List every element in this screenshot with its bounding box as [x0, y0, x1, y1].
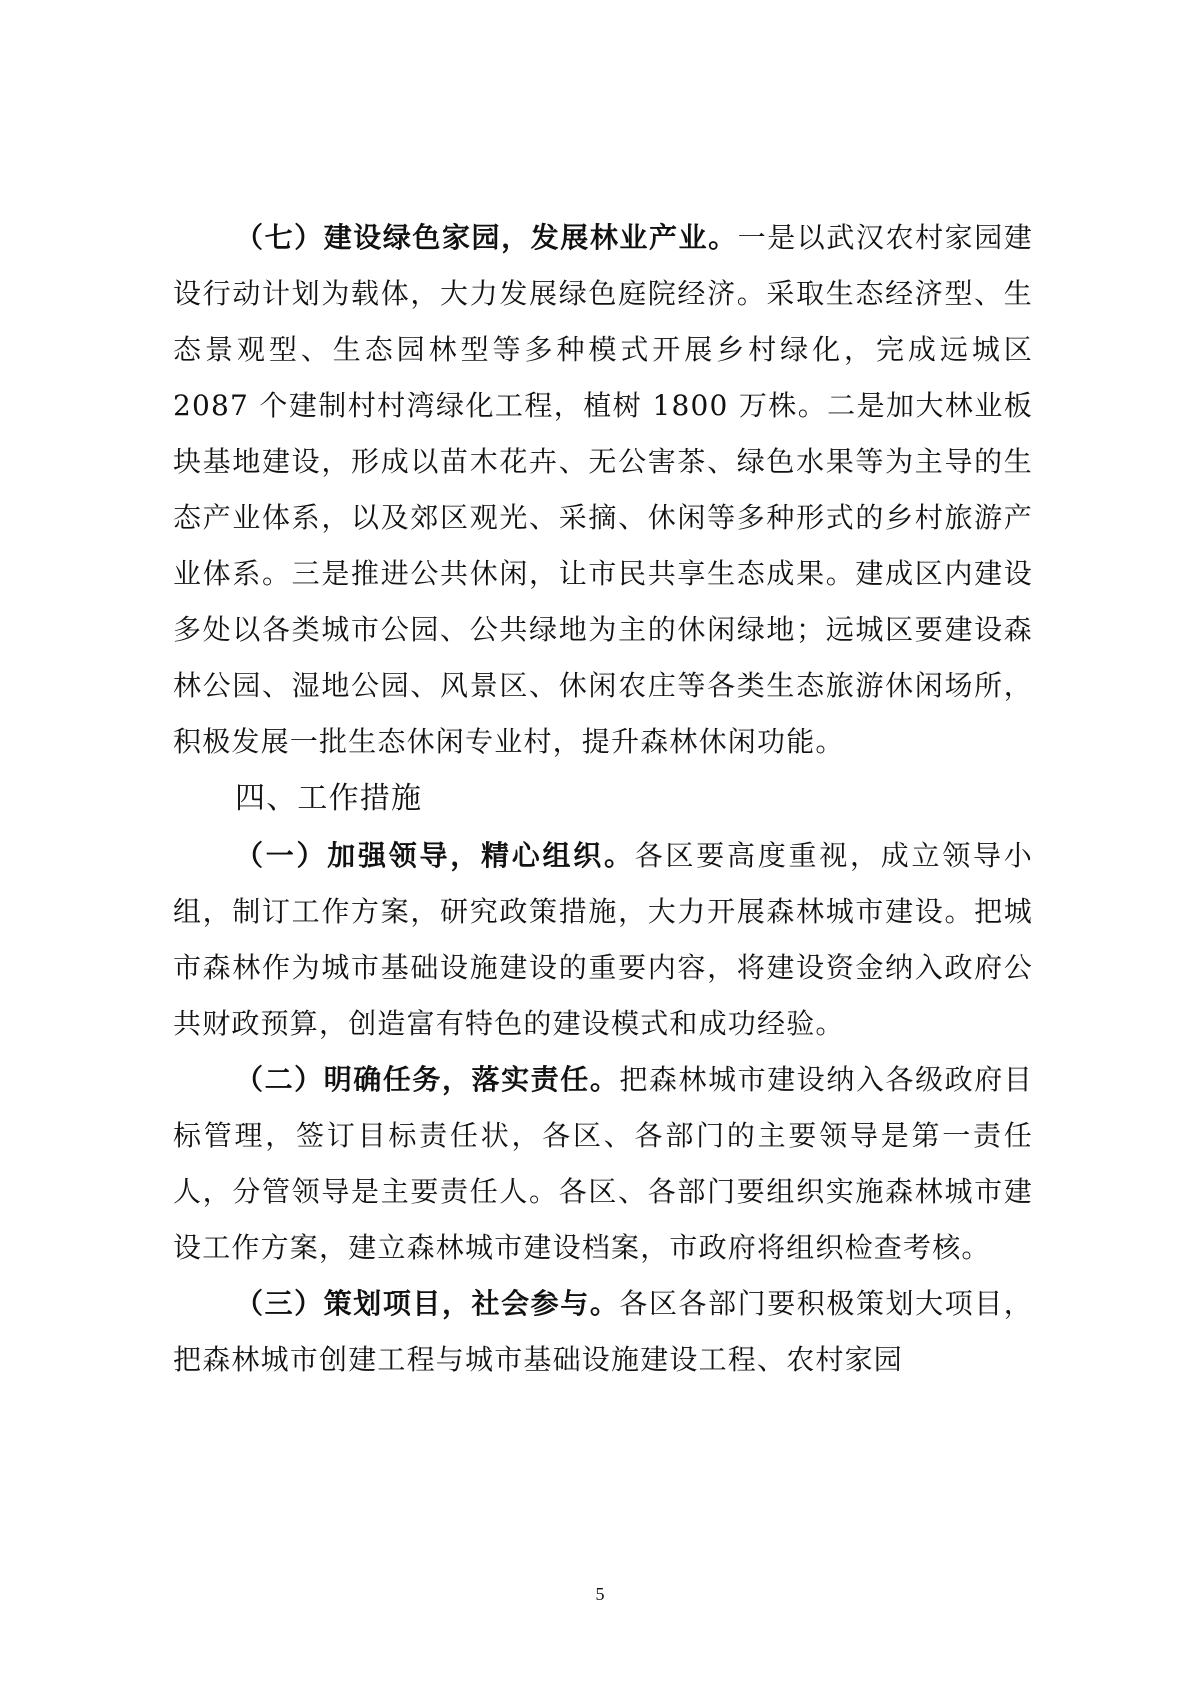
measure-leadership [173, 828, 1033, 1052]
measure-lead: （三）策划项目，社会参与。 [235, 1287, 620, 1320]
paragraph-green-homeland [173, 210, 1033, 770]
measure-text: 各区要高度重视，成立领导小组，制订工作方案，研究政策措施，大力开展森林城市建设。把城市森林作为城市基础设施建设的重要内容，将建设资金纳入政府公共财政预算，创造富有特色的建设模式和成功经验。 [173, 839, 1033, 1040]
measure-lead: （二）明确任务，落实责任。 [235, 1063, 620, 1096]
measure-text: 各区各部门要积极策划大项目，把森林城市创建工程与城市基础设施建设工程、农村家园 [173, 1287, 1033, 1376]
paragraph-lead: （七）建设绿色家园，发展林业产业。 [235, 221, 738, 254]
measure-lead: （一）加强领导，精心组织。 [235, 839, 635, 872]
document-body [173, 210, 1033, 1388]
page-number: 5 [595, 1584, 605, 1604]
measure-projects [173, 1276, 1033, 1388]
paragraph-text: 一是以武汉农村家园建设行动计划为载体，大力发展绿色庭院经济。采取生态经济型、生态景观型、生态园林型等多种模式开展乡村绿化，完成远城区 2087 个建制村村湾绿化工程，植树 1800 万株。二是加大林业板块基地建设，形成以苗木花卉、无公害茶、绿色水果等为主导的生态产业体系，以及郊区观光、采摘、休闲等多种形式的乡村旅游产业体系。三是推进公共休闲，让市民共享生态成果。建成区内建设多处以各类城市公园、公共绿地为主的休闲绿地；远城区要建设森林公园、湿地公园、风景区、休闲农庄等各类生态旅游休闲场所，积极发展一批生态休闲专业村，提升森林休闲功能。 [173, 221, 1033, 758]
measure-text: 把森林城市建设纳入各级政府目标管理，签订目标责任状，各区、各部门的主要领导是第一责任人，分管领导是主要责任人。各区、各部门要组织实施森林城市建设工作方案，建立森林城市建设档案，市政府将组织检查考核。 [173, 1063, 1033, 1264]
section-heading: 四、工作措施 [235, 781, 423, 816]
measure-responsibility [173, 1052, 1033, 1276]
